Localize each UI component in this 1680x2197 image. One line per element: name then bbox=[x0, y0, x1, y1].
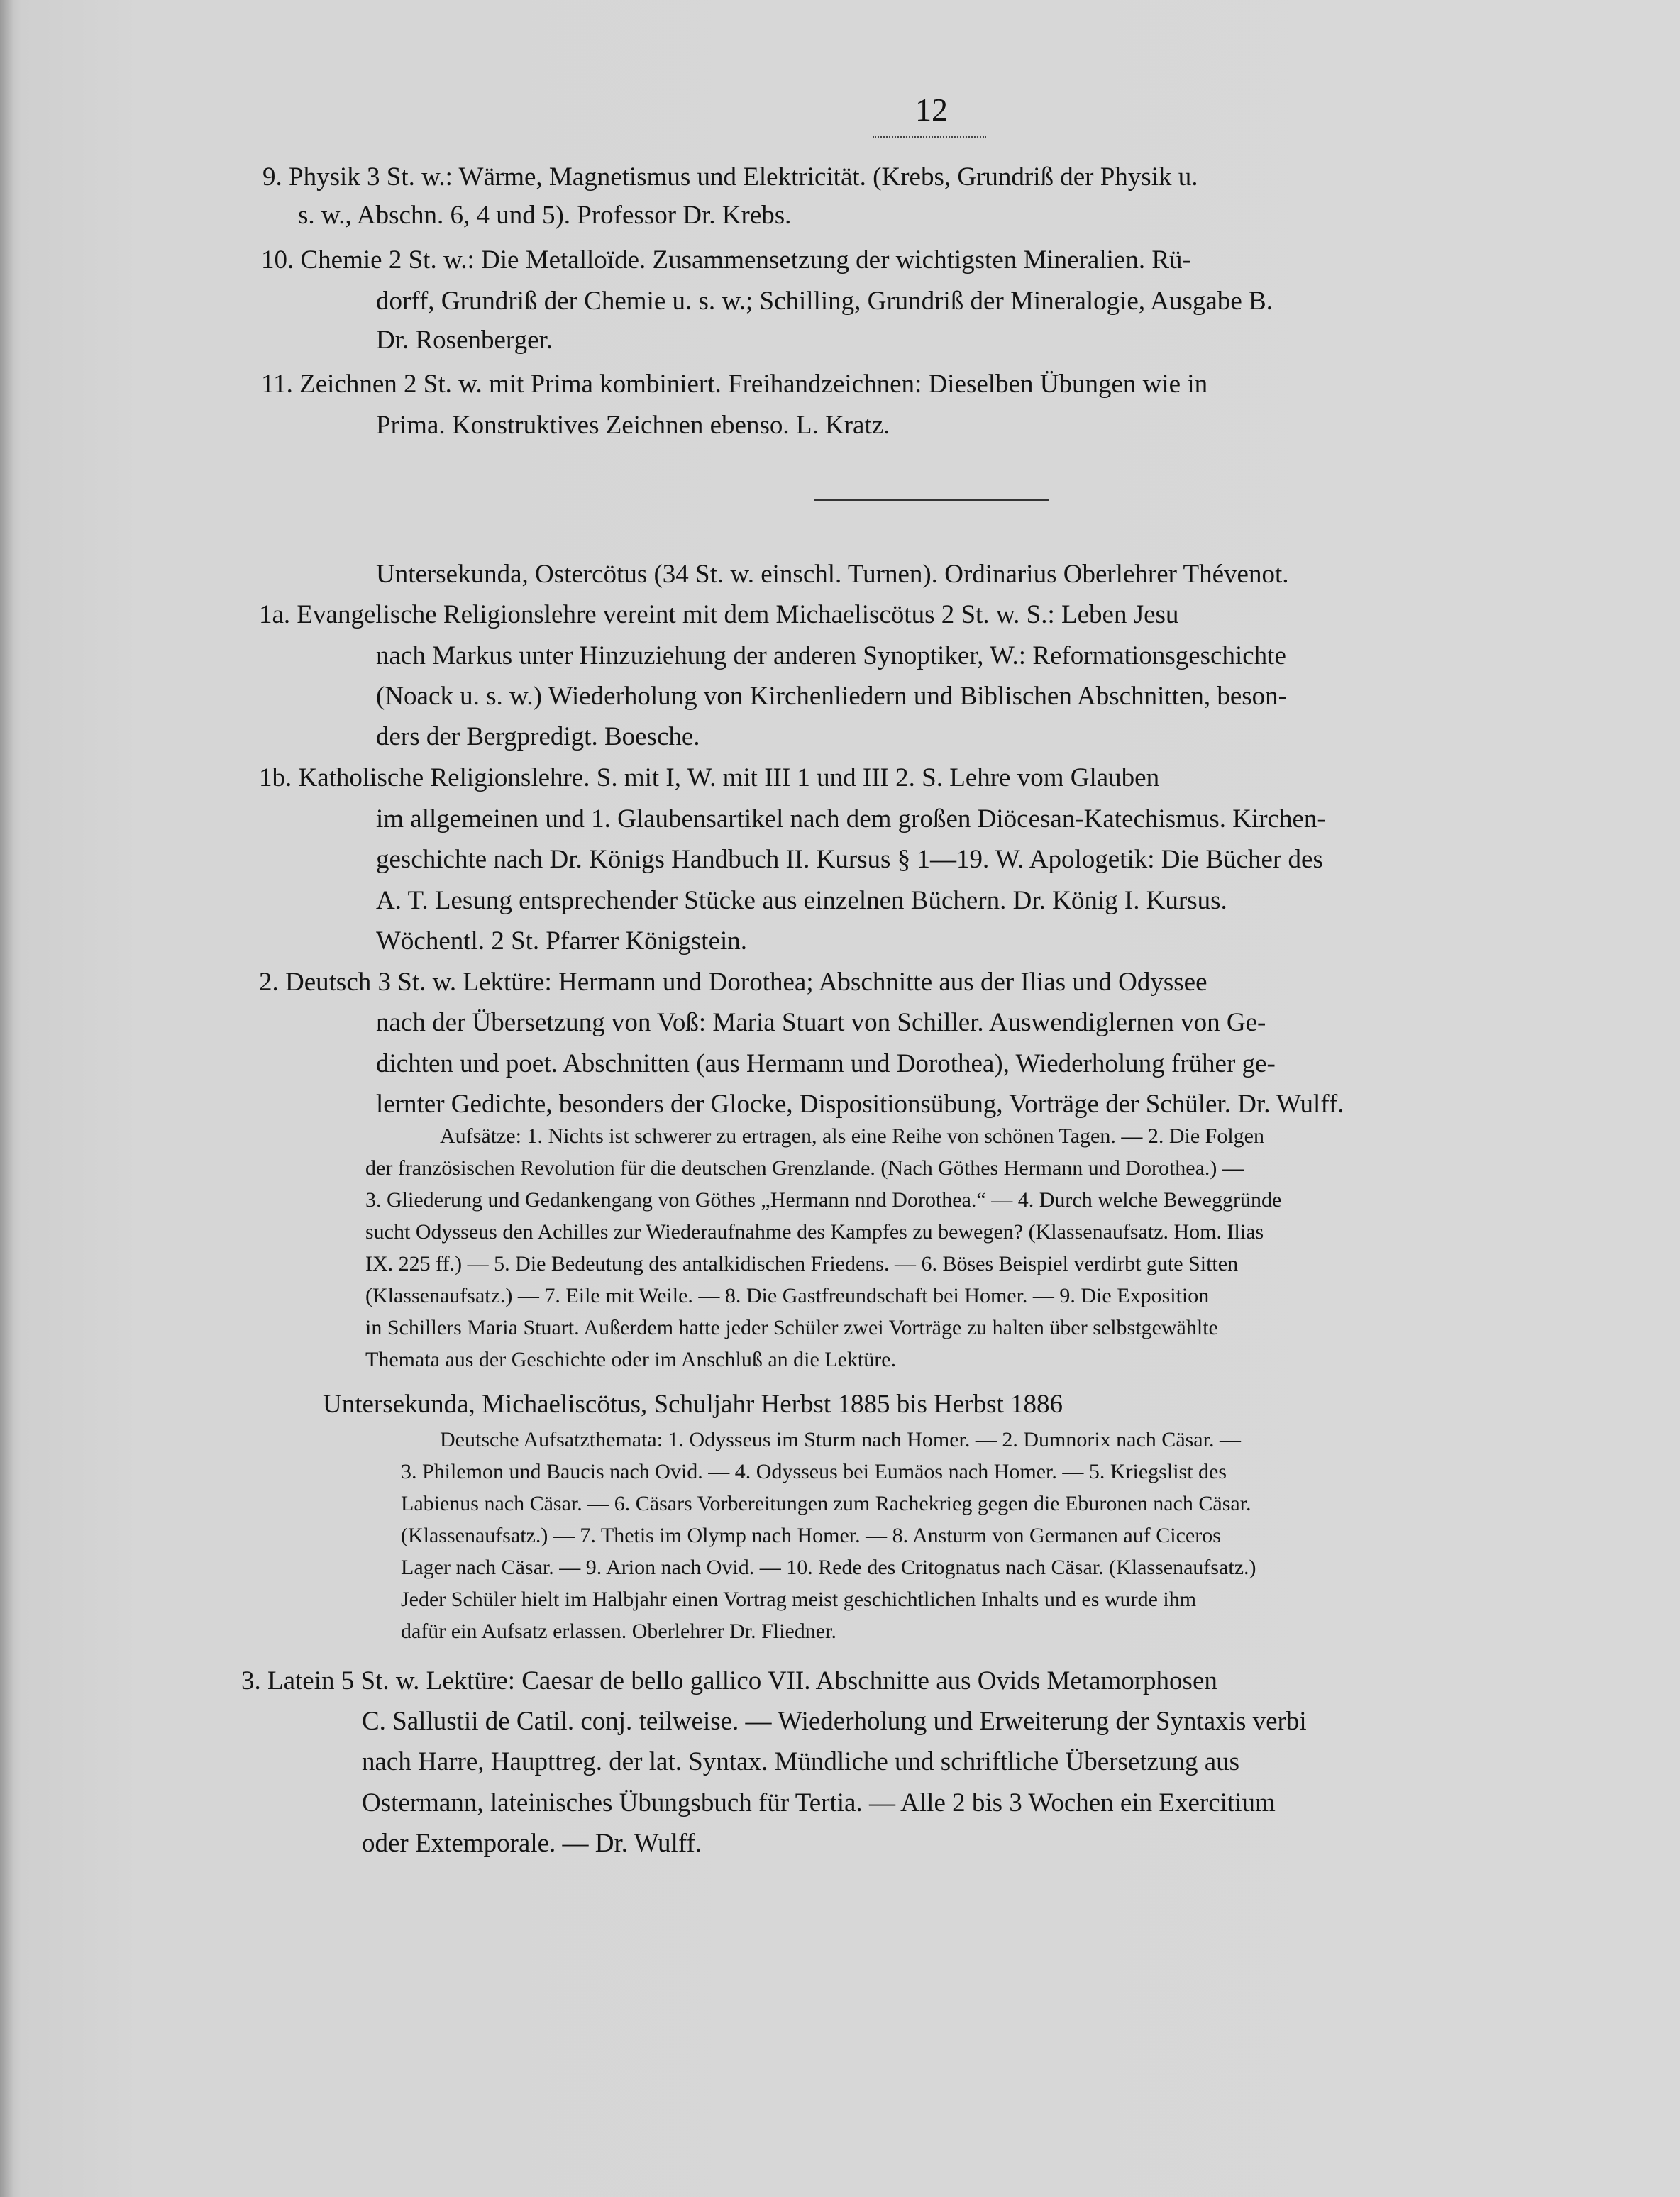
text-line-small: dafür ein Aufsatz erlassen. Oberlehrer Dr. Fliedner. bbox=[401, 1620, 836, 1643]
text-line-small: (Klassenaufsatz.) — 7. Eile mit Weile. — 8. Die Gastfreundschaft bei Homer. — 9. Die Exposition bbox=[365, 1284, 1210, 1307]
text-line: dichten und poet. Abschnitten (aus Hermann und Dorothea), Wiederholung früher ge- bbox=[376, 1049, 1276, 1078]
text-line: 11. Zeichnen 2 St. w. mit Prima kombiniert. Freihandzeichnen: Dieselben Übungen wie in bbox=[261, 370, 1208, 399]
text-line-small: Deutsche Aufsatzthemata: 1. Odysseus im Sturm nach Homer. — 2. Dumnorix nach Cäsar. — bbox=[440, 1428, 1241, 1451]
text-line-small: 3. Gliederung und Gedankengang von Göthes „Hermann nnd Dorothea.“ — 4. Durch welche Beweggründe bbox=[365, 1188, 1282, 1212]
text-line: lernter Gedichte, besonders der Glocke, Dispositionsübung, Vorträge der Schüler. Dr. Wulff. bbox=[376, 1090, 1344, 1119]
text-line-small: (Klassenaufsatz.) — 7. Thetis im Olymp nach Homer. — 8. Ansturm von Germanen auf Ciceros bbox=[401, 1524, 1221, 1547]
text-line: im allgemeinen und 1. Glaubensartikel nach dem großen Diöcesan-Katechismus. Kirchen- bbox=[376, 804, 1326, 834]
text-line-small: Lager nach Cäsar. — 9. Arion nach Ovid. — 10. Rede des Critognatus nach Cäsar. (Klassenaufsatz.) bbox=[401, 1556, 1256, 1579]
text-line-small: der französischen Revolution für die deutschen Grenzlande. (Nach Göthes Hermann und Dorothea.) — bbox=[365, 1156, 1244, 1180]
text-line-small: IX. 225 ff.) — 5. Die Bedeutung des antalkidischen Friedens. — 6. Böses Beispiel verdirbt gute Sitten bbox=[365, 1252, 1239, 1275]
text-line: 3. Latein 5 St. w. Lektüre: Caesar de bello gallico VII. Abschnitte aus Ovids Metamorphosen bbox=[241, 1666, 1217, 1695]
text-line: (Noack u. s. w.) Wiederholung von Kirchenliedern und Biblischen Abschnitten, beson- bbox=[376, 682, 1287, 711]
text-line: nach der Übersetzung von Voß: Maria Stuart von Schiller. Auswendiglernen von Ge- bbox=[376, 1008, 1266, 1037]
text-line: Ostermann, lateinisches Übungsbuch für Tertia. — Alle 2 bis 3 Wochen ein Exercitium bbox=[362, 1788, 1276, 1817]
text-line-small: Labienus nach Cäsar. — 6. Cäsars Vorbereitungen zum Rachekrieg gegen die Eburonen nach Cäsar. bbox=[401, 1492, 1251, 1515]
text-line: ders der Bergpredigt. Boesche. bbox=[376, 722, 700, 751]
page-edge-shadow bbox=[0, 0, 13, 2197]
text-line: 1b. Katholische Religionslehre. S. mit I, W. mit III 1 und III 2. S. Lehre vom Glauben bbox=[259, 763, 1160, 792]
text-line: nach Markus unter Hinzuziehung der anderen Synoptiker, W.: Reformationsgeschichte bbox=[376, 641, 1286, 670]
section-heading: Untersekunda, Ostercötus (34 St. w. einschl. Turnen). Ordinarius Oberlehrer Thévenot. bbox=[376, 560, 1289, 589]
section-heading: Untersekunda, Michaeliscötus, Schuljahr Herbst 1885 bis Herbst 1886 bbox=[323, 1390, 1063, 1419]
section-divider bbox=[814, 499, 1049, 501]
text-line: 1a. Evangelische Religionslehre vereint mit dem Michaeliscötus 2 St. w. S.: Leben Jesu bbox=[259, 600, 1179, 629]
text-line-small: 3. Philemon und Baucis nach Ovid. — 4. Odysseus bei Eumäos nach Homer. — 5. Kriegslist des bbox=[401, 1460, 1227, 1483]
text-line: A. T. Lesung entsprechender Stücke aus einzelnen Büchern. Dr. König I. Kursus. bbox=[376, 886, 1227, 915]
text-line: 10. Chemie 2 St. w.: Die Metalloïde. Zusammensetzung der wichtigsten Mineralien. Rü- bbox=[261, 245, 1191, 275]
text-line: s. w., Abschn. 6, 4 und 5). Professor Dr. Krebs. bbox=[298, 201, 792, 230]
text-line-small: sucht Odysseus den Achilles zur Wiederaufnahme des Kampfes zu bewegen? (Klassenaufsatz. Hom. Ilias bbox=[365, 1220, 1264, 1244]
page-number-ornament bbox=[873, 133, 986, 138]
page-number: 12 bbox=[915, 92, 948, 128]
text-line: C. Sallustii de Catil. conj. teilweise. — Wiederholung und Erweiterung der Syntaxis verbi bbox=[362, 1707, 1307, 1736]
text-line: oder Extemporale. — Dr. Wulff. bbox=[362, 1829, 702, 1858]
text-line: Wöchentl. 2 St. Pfarrer Königstein. bbox=[376, 926, 748, 956]
text-line-small: Themata aus der Geschichte oder im Anschluß an die Lektüre. bbox=[365, 1348, 897, 1371]
text-line: geschichte nach Dr. Königs Handbuch II. Kursus § 1—19. W. Apologetik: Die Bücher des bbox=[376, 845, 1323, 874]
text-line: dorff, Grundriß der Chemie u. s. w.; Schilling, Grundriß der Mineralogie, Ausgabe B. bbox=[376, 287, 1273, 316]
text-line: Dr. Rosenberger. bbox=[376, 326, 553, 355]
text-line: 9. Physik 3 St. w.: Wärme, Magnetismus und Elektricität. (Krebs, Grundriß der Physik u. bbox=[262, 162, 1198, 192]
text-line: Prima. Konstruktives Zeichnen ebenso. L. Kratz. bbox=[376, 411, 890, 440]
text-line: nach Harre, Haupttreg. der lat. Syntax. Mündliche und schriftliche Übersetzung aus bbox=[362, 1747, 1240, 1776]
text-line-small: Jeder Schüler hielt im Halbjahr einen Vortrag meist geschichtlichen Inhalts und es wurde ihm bbox=[401, 1588, 1197, 1611]
text-line: 2. Deutsch 3 St. w. Lektüre: Hermann und Dorothea; Abschnitte aus der Ilias und Odyssee bbox=[259, 968, 1208, 997]
text-line-small: in Schillers Maria Stuart. Außerdem hatte jeder Schüler zwei Vorträge zu halten über selbstgewählte bbox=[365, 1316, 1218, 1339]
text-line-small: Aufsätze: 1. Nichts ist schwerer zu ertragen, als eine Reihe von schönen Tagen. — 2. Die Folgen bbox=[440, 1124, 1265, 1148]
